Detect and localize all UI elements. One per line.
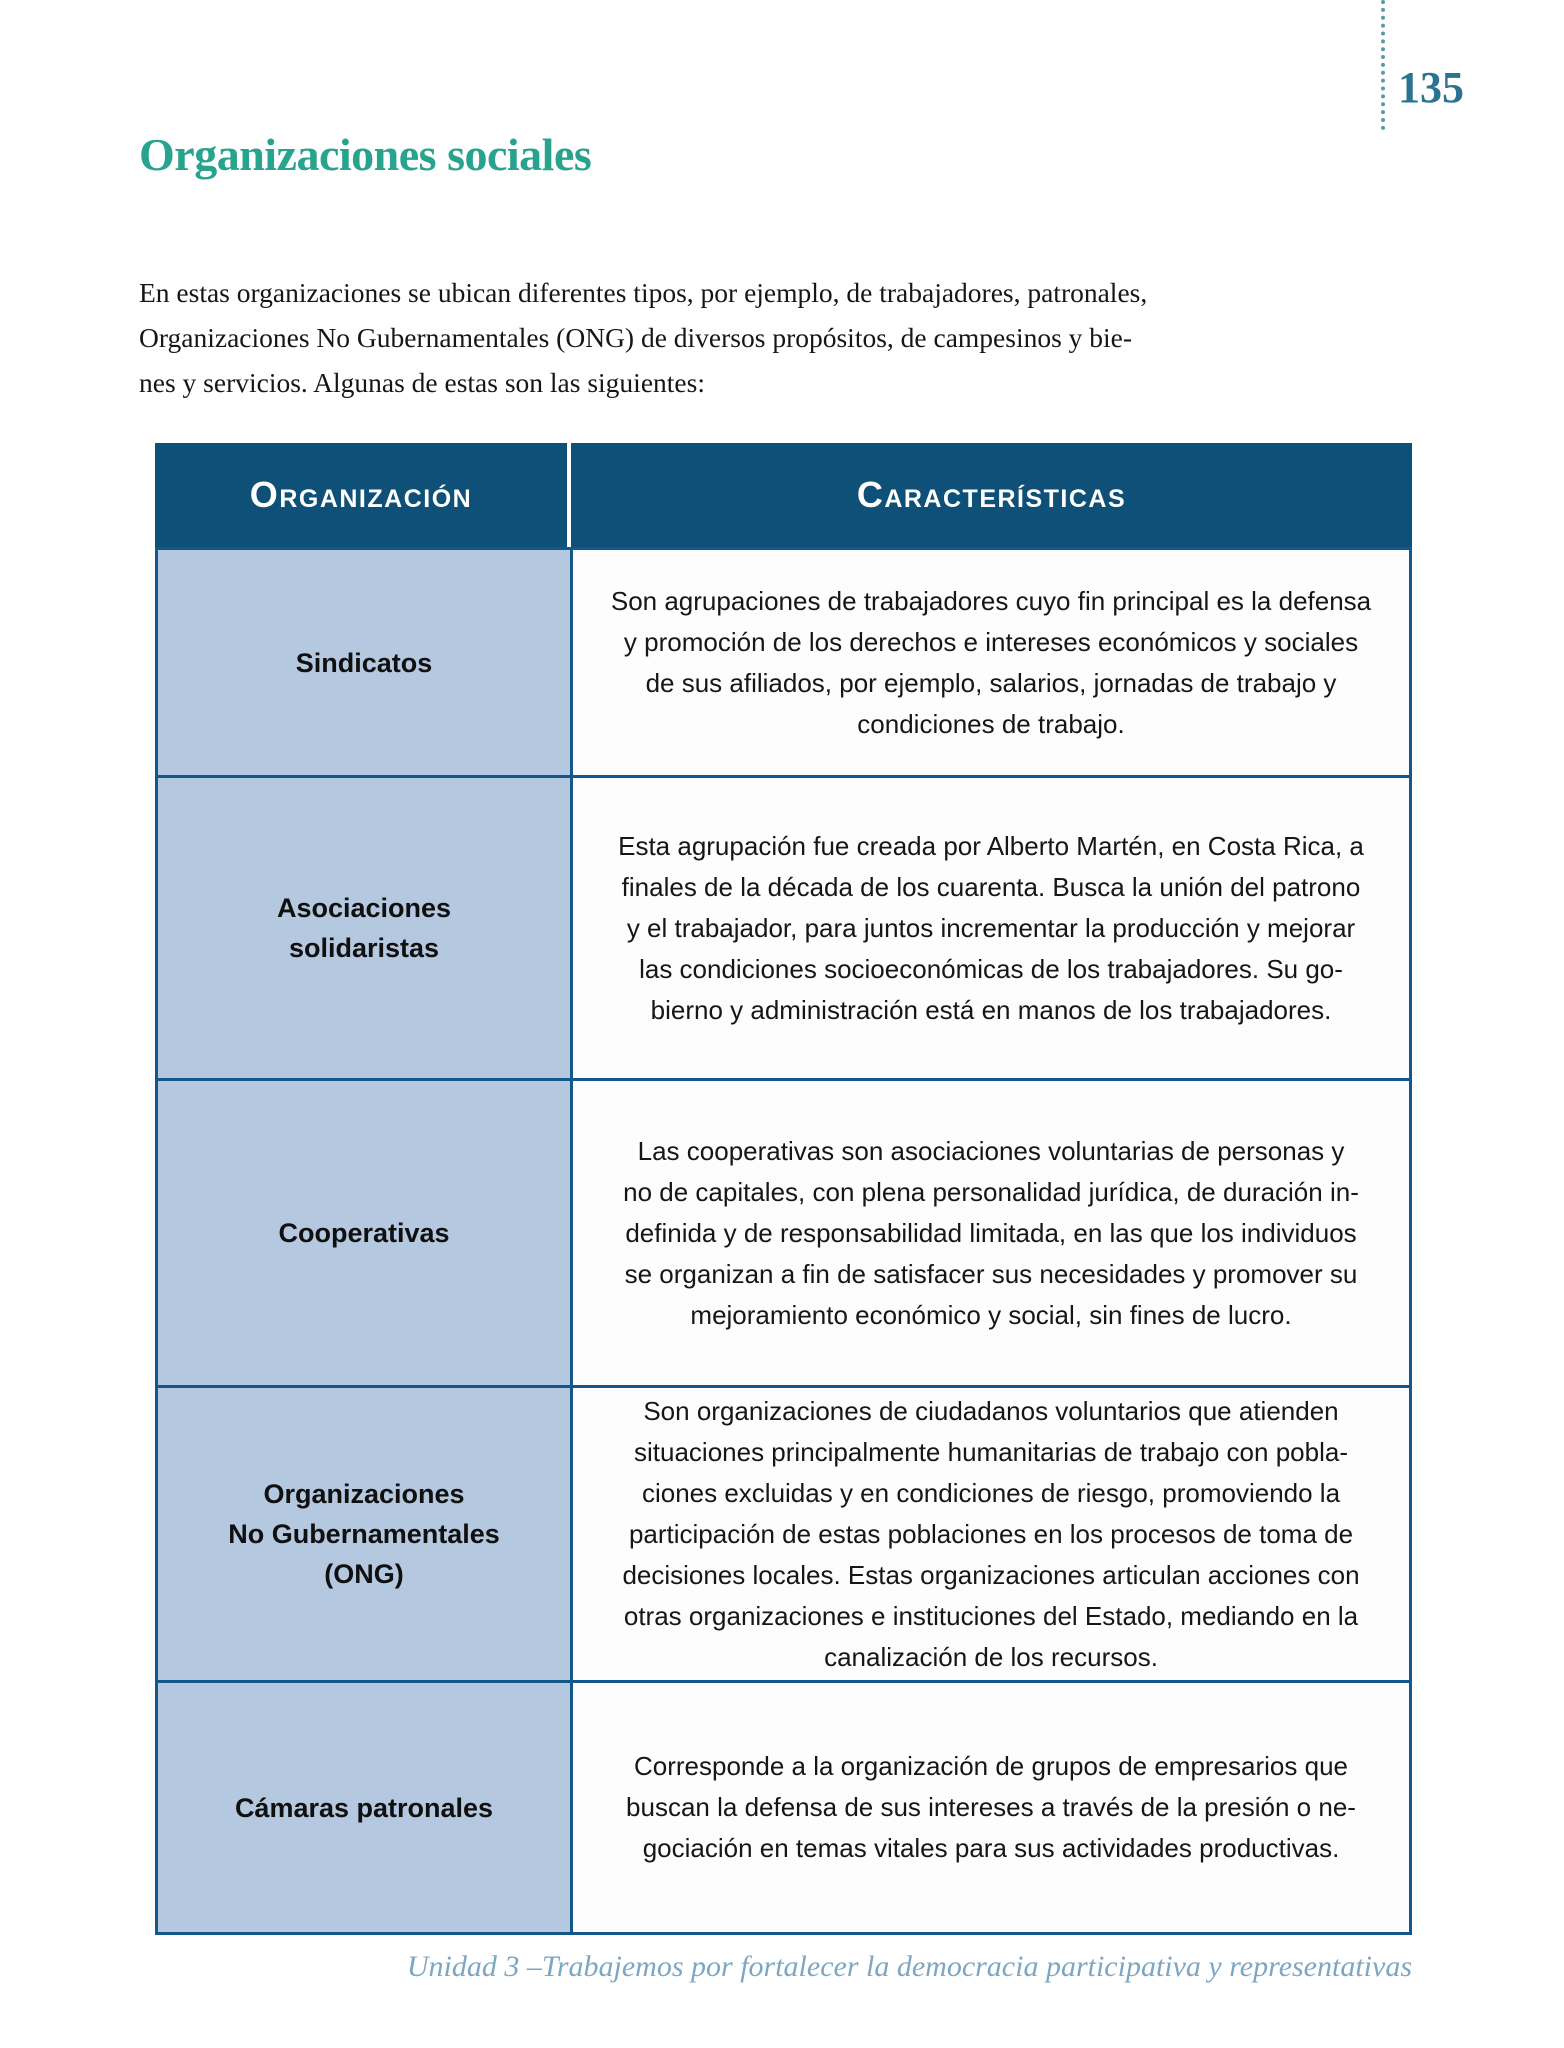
table-header-caracteristicas [571,443,1412,547]
footer-unit-title: Unidad 3 –Trabajemos por fortalecer la democracia participativa y representativas [406,1950,1412,1983]
text-line: mejoramiento económico y social, sin fines de lucro. [690,1299,1292,1330]
text-line: no de capitales, con plena personalidad jurídica, de duración in- [623,1176,1359,1207]
intro-paragraph [139,270,1431,405]
text-line: Cámaras patronales [234,1792,494,1823]
text-line: Cooperativas [278,1218,450,1248]
text-line: de sus afiliados, por ejemplo, salarios, jornadas de trabajo y [645,667,1337,698]
margin-dotted-rule [1381,0,1385,130]
table-row-org-label-asociaciones [158,778,570,1078]
text-line: Organizaciones [263,1479,465,1509]
text-line: situaciones principalmente humanitarias de trabajo con pobla- [634,1436,1348,1467]
text-line: buscan la defensa de sus intereses a través de la presión o ne- [626,1792,1356,1822]
table-body [155,547,1412,1935]
text-line: canalización de los recursos. [824,1641,1158,1672]
table-row-characteristics-camaras [573,1683,1409,1932]
text-line: Esta agrupación fue creada por Alberto Martén, en Costa Rica, a [618,830,1364,861]
text-line: condiciones de trabajo. [857,708,1125,739]
text-line: definida y de responsabilidad limitada, en las que los individuos [625,1217,1357,1248]
table-row-characteristics-asociaciones [573,778,1409,1078]
table-row-characteristics-cooperativas [573,1081,1409,1385]
text-line: Las cooperativas son asociaciones voluntarias de personas y [637,1135,1345,1166]
text-line: Son organizaciones de ciudadanos voluntarios que atienden [643,1395,1339,1426]
table-row-org-label-camaras [158,1683,570,1932]
page-number: 135 [1398,63,1464,112]
table-header-organizacion [155,443,571,547]
table-row-characteristics-sindicatos [573,550,1409,775]
text-line: y el trabajador, para juntos incrementar la producción y mejorar [626,912,1356,943]
table-row-characteristics-ong [573,1388,1409,1680]
text-line: Asociaciones [276,893,452,923]
table-row-org-label-cooperativas [158,1081,570,1385]
table-header-label: CARACTERÍSTICAS [856,474,1127,515]
text-line: No Gubernamentales [228,1519,500,1549]
text-line: bierno y administración está en manos de los trabajadores. [650,994,1332,1025]
page-title: Organizaciones sociales [139,129,592,180]
text-line: Organizaciones No Gubernamentales (ONG) de diversos propósitos, de campesinos y bie- [139,322,1133,353]
text-line: Son agrupaciones de trabajadores cuyo fin principal es la defensa [610,585,1372,616]
text-line: (ONG) [324,1559,404,1589]
text-line: participación de estas poblaciones en los procesos de toma de [628,1518,1354,1549]
table-row-org-label-sindicatos [158,550,570,775]
text-line: otras organizaciones e instituciones del Estado, mediando en la [623,1600,1359,1631]
text-line: gociación en temas vitales para sus actividades productivas. [642,1833,1340,1863]
text-line: Corresponde a la organización de grupos de empresarios que [634,1751,1348,1781]
table-row-org-label-ong [158,1388,570,1680]
organizations-table [155,443,1412,1935]
text-line: finales de la década de los cuarenta. Busca la unión del patrono [621,871,1361,902]
table-header-row [155,443,1412,547]
text-line: las condiciones socioeconómicas de los trabajadores. Su go- [639,953,1343,984]
text-line: nes y servicios. Algunas de estas son las siguientes: [139,367,705,398]
text-line: decisiones locales. Estas organizaciones articulan acciones con [622,1559,1360,1590]
text-line: solidaristas [288,933,440,963]
text-line: se organizan a fin de satisfacer sus necesidades y promover su [624,1258,1358,1289]
table-header-label: ORGANIZACIÓN [249,474,473,515]
text-line: En estas organizaciones se ubican diferentes tipos, por ejemplo, de trabajadores, patronales, [139,277,1148,308]
text-line: ciones excluidas y en condiciones de riesgo, promoviendo la [641,1477,1341,1508]
text-line: Sindicatos [295,647,433,678]
text-line: y promoción de los derechos e intereses económicos y sociales [623,626,1359,657]
